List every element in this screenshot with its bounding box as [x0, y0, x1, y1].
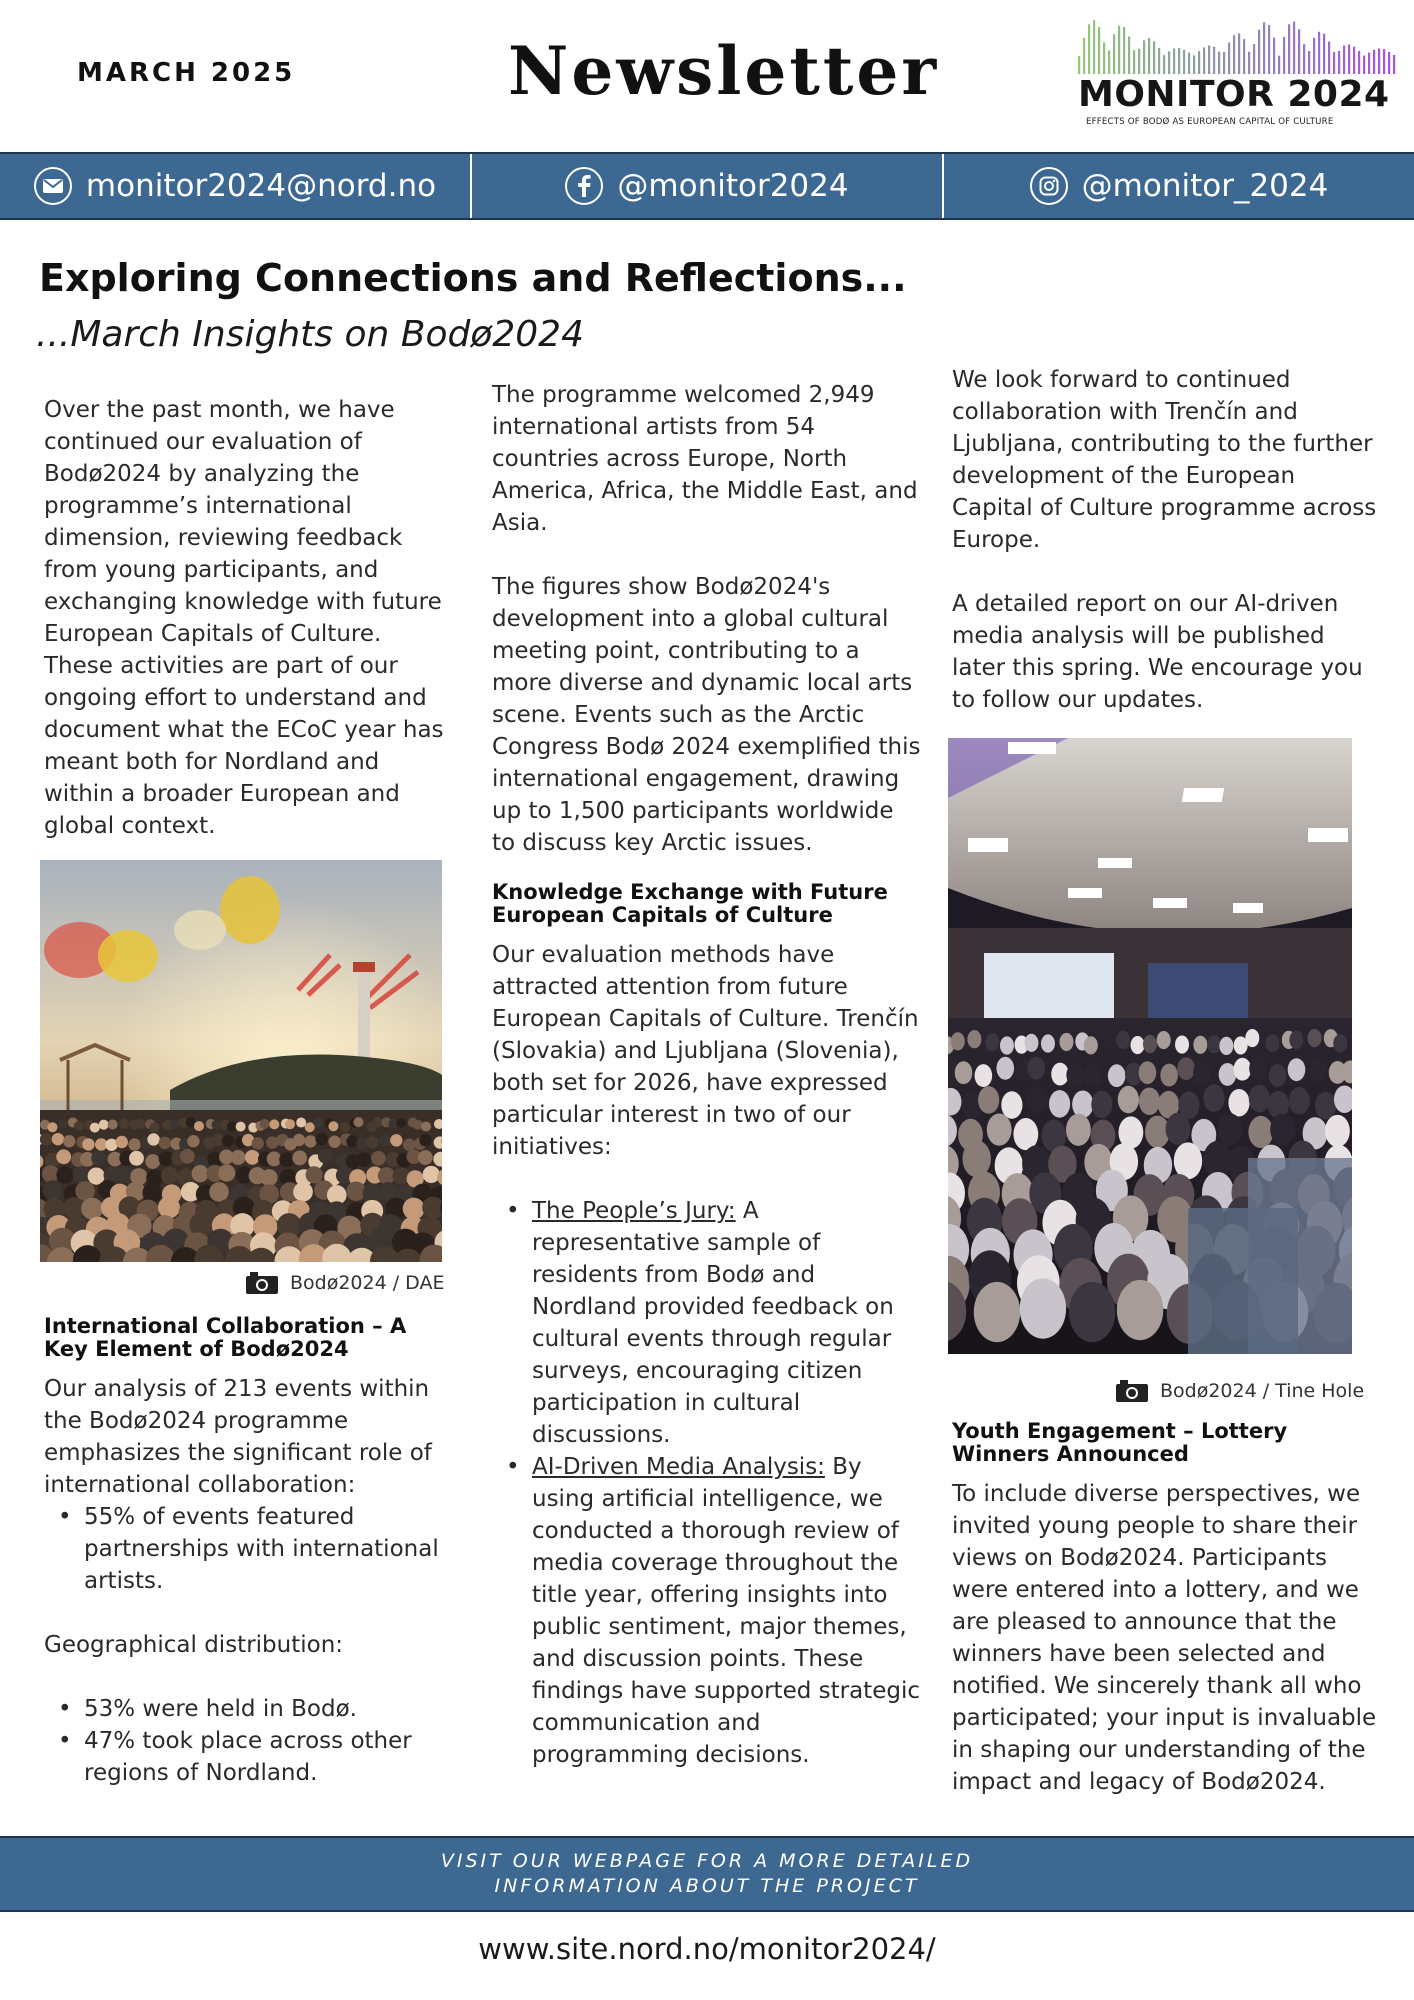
list-item: • 55% of events featured partnerships with international artists.	[44, 1501, 454, 1597]
article-headline: Exploring Connections and Reflections...	[39, 256, 907, 300]
column-middle	[492, 379, 922, 1771]
geo-list	[44, 1693, 454, 1789]
photo-caption-conference	[1116, 1380, 1364, 1402]
peoples-jury-link[interactable]: The People’s Jury:	[532, 1198, 736, 1224]
footer-banner[interactable]	[0, 1836, 1414, 1912]
camera-icon	[1116, 1380, 1148, 1402]
article-subheadline: ...March Insights on Bodø2024	[36, 314, 584, 355]
youth-paragraph: To include diverse perspectives, we invited young people to share their views on Bodø2024. Participants were entered into a lottery, and we are pleased to announce that the winners have been selected and notified. We sincerely thank all who participated; your input is invaluable in shaping our understanding of the impact and legacy of Bodø2024.	[952, 1481, 1377, 1795]
geo-label: Geographical distribution:	[44, 1632, 344, 1658]
photo-festival-crowd	[40, 860, 442, 1262]
contact-email[interactable]	[0, 154, 470, 218]
figures-paragraph: The figures show Bodø2024's development into a global cultural meeting point, contributing to a more diverse and dynamic local arts scene. Events such as the Arctic Congress Bodø 2024 exemplified this international engagement, drawing up to 1,500 participants worldwide to discuss key Arctic issues.	[492, 574, 921, 856]
section-title-international: International Collaboration – A Key Element of Bodø2024	[44, 1314, 407, 1361]
list-item-peoples-jury	[492, 1195, 922, 1451]
logo-tagline: EFFECTS OF BODØ AS EUROPEAN CAPITAL OF CULTURE	[1086, 117, 1334, 127]
list-item: • 53% were held in Bodø.	[44, 1693, 454, 1725]
initiatives-list	[492, 1195, 922, 1771]
contact-facebook[interactable]	[470, 154, 942, 218]
footer-cta-line2: INFORMATION ABOUT THE PROJECT	[494, 1875, 920, 1897]
column-right	[952, 364, 1382, 716]
issue-date: MARCH 2025	[77, 58, 296, 88]
photo-conference-hall	[948, 738, 1352, 1354]
contact-instagram[interactable]	[942, 154, 1414, 218]
contact-bar	[0, 152, 1414, 220]
list-item: • 47% took place across other regions of Nordland.	[44, 1725, 454, 1789]
photo-caption-festival	[246, 1272, 444, 1294]
report-paragraph: A detailed report on our AI-driven media analysis will be published later this spring. We encourage you to follow our updates.	[952, 591, 1363, 713]
analysis-paragraph: Our analysis of 213 events within the Bodø2024 programme emphasizes the significant role of international collaboration:	[44, 1376, 432, 1498]
caption-text: Bodø2024 / Tine Hole	[1160, 1380, 1365, 1402]
section-youth	[952, 1420, 1382, 1798]
list-item-text: By using artificial intelligence, we conducted a thorough review of media coverage throughout the title year, offering insights into public sentiment, major themes, and discussion points. These findings have supported strategic communication and programming decisions.	[532, 1454, 920, 1768]
list-item-text: A representative sample of residents from Bodø and Nordland provided feedback on cultural events through regular surveys, encouraging citizen participation in cultural discussions.	[532, 1198, 894, 1448]
website-link[interactable]: www.site.nord.no/monitor2024/	[478, 1932, 936, 1966]
newsletter-title: Newsletter	[508, 32, 940, 110]
evaluation-paragraph: Our evaluation methods have attracted attention from future European Capitals of Culture. Trenčín (Slovakia) and Ljubljana (Slovenia), both set for 2026, have expressed particular interest in two of our initiatives:	[492, 942, 919, 1160]
caption-text: Bodø2024 / DAE	[290, 1272, 445, 1294]
instagram-link[interactable]: @monitor_2024	[1081, 168, 1329, 204]
facebook-icon	[565, 167, 603, 205]
footer-cta-line1: VISIT OUR WEBPAGE FOR A MORE DETAILED	[440, 1850, 974, 1872]
collaboration-paragraph: We look forward to continued collaboration with Trenčín and Ljubljana, contributing to the further development of the European Capital of Culture programme across Europe.	[952, 367, 1377, 553]
camera-icon	[246, 1272, 278, 1294]
section-title-knowledge: Knowledge Exchange with Future European Capitals of Culture	[492, 880, 888, 927]
ai-media-analysis-link[interactable]: AI-Driven Media Analysis:	[532, 1454, 825, 1480]
monitor-logo[interactable]	[1074, 12, 1400, 132]
column-left	[44, 394, 454, 842]
list-item-ai-media	[492, 1451, 922, 1771]
section-title-youth: Youth Engagement – Lottery Winners Announced	[952, 1419, 1288, 1466]
artists-paragraph: The programme welcomed 2,949 international artists from 54 countries across Europe, North America, Africa, the Middle East, and Asia.	[492, 382, 918, 536]
partnership-list	[44, 1501, 454, 1597]
newsletter-header	[0, 0, 1414, 152]
facebook-link[interactable]: @monitor2024	[617, 168, 849, 204]
email-link[interactable]: monitor2024@nord.no	[85, 168, 437, 204]
instagram-icon	[1030, 167, 1068, 205]
intro-paragraph: Over the past month, we have continued our evaluation of Bodø2024 by analyzing the programme’s international dimension, reviewing feedback from young participants, and exchanging knowledge with future European Capitals of Culture. These activities are part of our ongoing effort to understand and document what the ECoC year has meant both for Nordland and within a broader European and global context.	[44, 397, 444, 839]
mail-icon	[34, 167, 72, 205]
logo-bars-graphic	[1074, 12, 1400, 76]
logo-name: MONITOR 2024	[1078, 74, 1390, 115]
section-international	[44, 1315, 454, 1789]
